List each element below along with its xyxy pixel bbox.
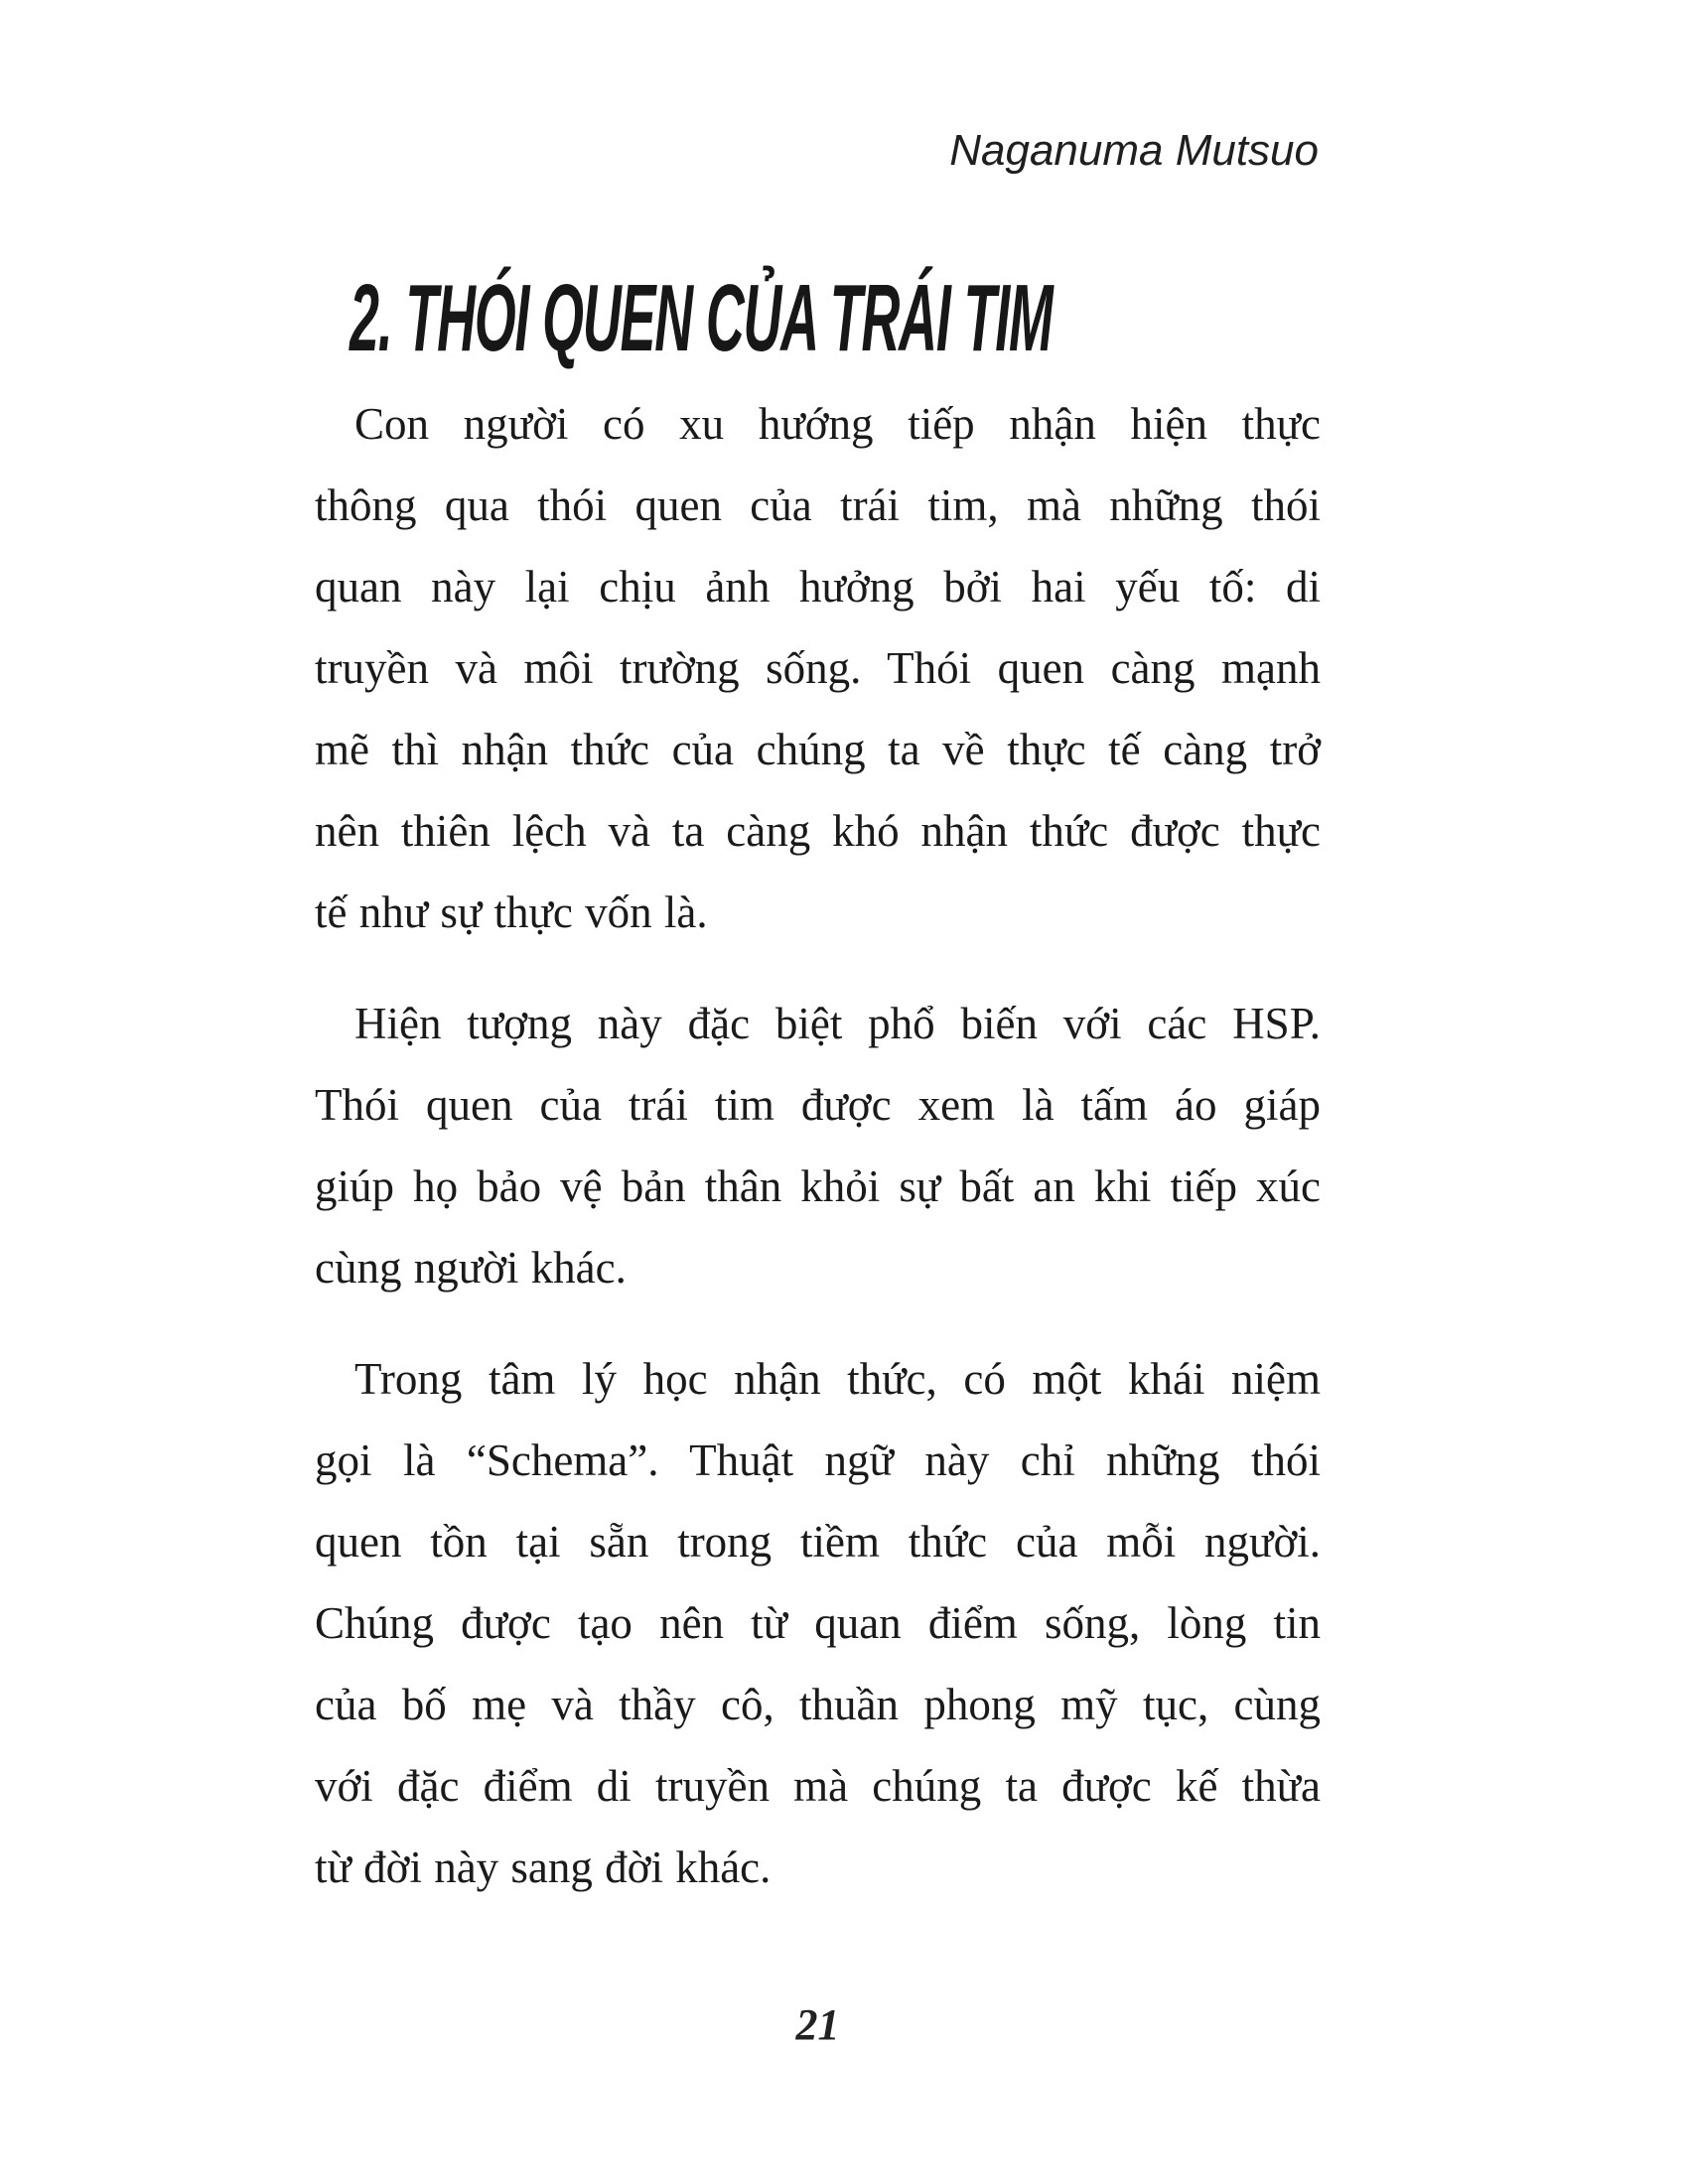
text-line: gọi là “Schema”. Thuật ngữ này chỉ những thói (315, 1435, 1321, 1485)
section-heading-text: 2. THÓI QUEN CỦA TRÁI TIM (350, 265, 1053, 371)
text-line: Thói quen của trái tim được xem là tấm áo giáp (315, 1080, 1321, 1130)
text-line: tế như sự thực vốn là. (315, 887, 708, 937)
text-line: Hiện tượng này đặc biệt phổ biến với các HSP. (354, 999, 1321, 1048)
paragraph (315, 383, 1321, 953)
running-header-author: Naganuma Mutsuo (949, 126, 1319, 175)
text-line: nên thiên lệch và ta càng khó nhận thức được thực (315, 806, 1321, 856)
text-line: của bố mẹ và thầy cô, thuần phong mỹ tục, cùng (315, 1680, 1321, 1729)
text-line: truyền và môi trường sống. Thói quen càng mạnh (315, 643, 1321, 693)
body-text (315, 383, 1321, 1938)
text-line: quen tồn tại sẵn trong tiềm thức của mỗi người. (315, 1517, 1321, 1567)
text-line: với đặc điểm di truyền mà chúng ta được kế thừa (315, 1761, 1321, 1811)
text-line: cùng người khác. (315, 1243, 627, 1293)
text-line: quan này lại chịu ảnh hưởng bởi hai yếu tố: di (315, 562, 1321, 612)
section-heading (350, 266, 1605, 371)
text-line: Chúng được tạo nên từ quan điểm sống, lòng tin (315, 1598, 1321, 1648)
text-line: từ đời này sang đời khác. (315, 1843, 772, 1892)
text-line: giúp họ bảo vệ bản thân khỏi sự bất an khi tiếp xúc (315, 1161, 1321, 1211)
text-line: thông qua thói quen của trái tim, mà những thói (315, 480, 1321, 530)
paragraph (315, 1338, 1321, 1908)
page-number: 21 (795, 2000, 840, 2049)
paragraph (315, 983, 1321, 1308)
text-line: Trong tâm lý học nhận thức, có một khái niệm (354, 1354, 1321, 1404)
text-line: Con người có xu hướng tiếp nhận hiện thực (354, 399, 1321, 449)
text-line: mẽ thì nhận thức của chúng ta về thực tế càng trở (315, 725, 1321, 774)
